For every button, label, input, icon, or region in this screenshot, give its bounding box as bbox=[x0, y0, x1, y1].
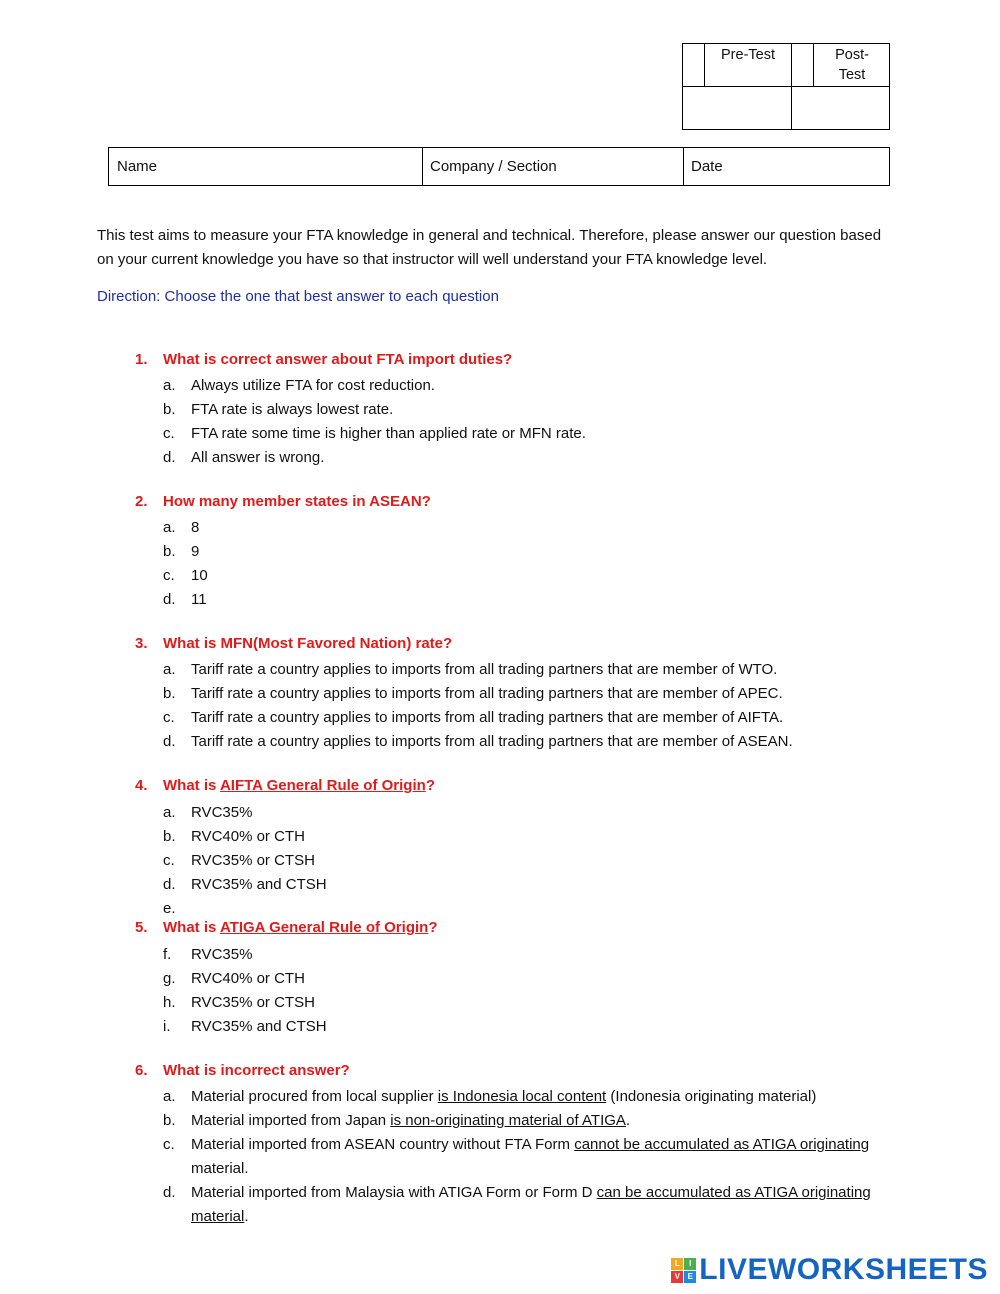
option-letter: a. bbox=[163, 519, 176, 536]
option-text: RVC35% or CTSH bbox=[191, 994, 315, 1011]
option-text-part: Material imported from ASEAN country without FTA Form bbox=[191, 1136, 575, 1153]
option-letter: d. bbox=[163, 876, 176, 893]
intro-line: This test aims to measure your FTA knowledge in general and technical. Therefore, please answer our question based bbox=[97, 227, 882, 244]
answer-option[interactable] bbox=[163, 540, 903, 564]
answer-option[interactable] bbox=[163, 801, 903, 825]
answer-option[interactable] bbox=[163, 706, 903, 730]
post-test-label-line2: Test bbox=[838, 67, 866, 83]
intro-line: on your current knowledge you have so that instructor will well understand your FTA knowledge level. bbox=[97, 250, 768, 268]
question-text: How many member states in ASEAN? bbox=[163, 493, 431, 510]
option-text: RVC35% bbox=[191, 946, 253, 963]
option-text: RVC35% and CTSH bbox=[191, 1018, 327, 1035]
answer-option[interactable] bbox=[163, 1109, 903, 1133]
option-letter: c. bbox=[163, 425, 175, 442]
answer-option[interactable] bbox=[163, 1085, 903, 1109]
date-field[interactable]: Date bbox=[691, 158, 723, 175]
option-text: 10 bbox=[191, 567, 208, 584]
question-heading bbox=[135, 351, 512, 368]
option-text-underlined: is Indonesia local content bbox=[437, 1088, 607, 1105]
question-heading bbox=[135, 919, 437, 936]
option-text-part: . bbox=[244, 1208, 249, 1225]
company-field[interactable]: Company / Section bbox=[430, 158, 557, 175]
answer-option[interactable] bbox=[163, 374, 903, 398]
option-letter: c. bbox=[163, 709, 175, 726]
question-number: 1. bbox=[135, 351, 148, 368]
logo-tile: L bbox=[671, 1258, 683, 1270]
direction-text: Direction: Choose the one that best answer to each question bbox=[97, 288, 499, 305]
question-heading bbox=[135, 777, 435, 794]
option-text: RVC40% or CTH bbox=[191, 828, 305, 845]
logo-tiles bbox=[671, 1258, 696, 1283]
answer-option[interactable] bbox=[163, 825, 903, 849]
option-letter: b. bbox=[163, 1112, 176, 1129]
liveworksheets-logo bbox=[671, 1253, 988, 1287]
option-text-part: (Indonesia originating material) bbox=[606, 1088, 817, 1105]
option-text: FTA rate some time is higher than applied rate or MFN rate. bbox=[191, 425, 586, 442]
option-text-part: Material procured from local supplier bbox=[191, 1088, 438, 1105]
option-text-part: Material imported from Japan bbox=[191, 1112, 391, 1129]
info-table bbox=[108, 147, 890, 186]
option-text bbox=[191, 1109, 903, 1133]
option-letter: b. bbox=[163, 543, 176, 560]
question-number: 5. bbox=[135, 919, 148, 936]
answer-option[interactable] bbox=[163, 588, 903, 612]
option-letter: b. bbox=[163, 685, 176, 702]
answer-option[interactable] bbox=[163, 849, 903, 873]
question-text: What is MFN(Most Favored Nation) rate? bbox=[163, 635, 453, 652]
answer-option[interactable] bbox=[163, 658, 903, 682]
option-text-underlined: is non-originating material of ATIGA bbox=[390, 1112, 626, 1129]
answer-option[interactable] bbox=[163, 446, 903, 470]
option-text: 9 bbox=[191, 543, 200, 560]
question-text: What is incorrect answer? bbox=[163, 1062, 350, 1079]
option-letter: d. bbox=[163, 449, 176, 466]
answer-option[interactable] bbox=[163, 873, 903, 897]
option-text: All answer is wrong. bbox=[191, 449, 325, 466]
option-text: Tariff rate a country applies to imports from all trading partners that are member of ASEAN. bbox=[191, 733, 793, 750]
logo-tile: I bbox=[684, 1258, 696, 1270]
logo-wordmark: LIVEWORKSHEETS bbox=[699, 1253, 988, 1286]
answer-option[interactable] bbox=[163, 1181, 903, 1229]
pre-test-score-field[interactable] bbox=[683, 87, 792, 129]
option-text bbox=[191, 1181, 903, 1229]
question-heading bbox=[135, 635, 452, 652]
option-letter: c. bbox=[163, 852, 175, 869]
answer-option[interactable] bbox=[163, 967, 903, 991]
post-test-checkbox[interactable] bbox=[792, 44, 814, 87]
answer-option[interactable] bbox=[163, 943, 903, 967]
option-text: RVC35% and CTSH bbox=[191, 876, 327, 893]
option-letter: i. bbox=[163, 1018, 171, 1035]
question-heading bbox=[135, 493, 431, 510]
question-number: 2. bbox=[135, 493, 148, 510]
logo-tile: E bbox=[684, 1271, 696, 1283]
question-text-underlined: AIFTA General Rule of Origin bbox=[219, 777, 426, 794]
option-text: 11 bbox=[191, 591, 207, 608]
answer-option[interactable] bbox=[163, 398, 903, 422]
intro-paragraph bbox=[97, 224, 917, 271]
option-letter: c. bbox=[163, 567, 175, 584]
option-letter: g. bbox=[163, 970, 176, 987]
question-text: What is correct answer about FTA import duties? bbox=[163, 351, 513, 368]
option-text: Tariff rate a country applies to imports from all trading partners that are member of APEC. bbox=[191, 685, 783, 702]
option-text: Tariff rate a country applies to imports from all trading partners that are member of AIFTA. bbox=[191, 709, 784, 726]
question-number: 4. bbox=[135, 777, 148, 794]
option-letter: d. bbox=[163, 591, 176, 608]
option-letter: b. bbox=[163, 401, 176, 418]
option-letter: d. bbox=[163, 733, 176, 750]
answer-option[interactable] bbox=[163, 1015, 903, 1039]
question-number: 3. bbox=[135, 635, 148, 652]
question-text-underlined: ATIGA General Rule of Origin bbox=[219, 919, 429, 936]
pre-test-checkbox[interactable] bbox=[683, 44, 705, 87]
name-field[interactable]: Name bbox=[117, 158, 158, 175]
option-text-underlined: cannot be accumulated as ATIGA originating bbox=[574, 1136, 870, 1153]
question-text: What is bbox=[163, 919, 220, 936]
question-text: ? bbox=[425, 777, 435, 794]
option-text: RVC35% or CTSH bbox=[191, 852, 315, 869]
answer-option[interactable] bbox=[163, 422, 903, 446]
answer-option[interactable] bbox=[163, 564, 903, 588]
option-letter: a. bbox=[163, 804, 176, 821]
option-letter: c. bbox=[163, 1136, 175, 1153]
answer-option[interactable] bbox=[163, 730, 903, 754]
option-text bbox=[191, 1133, 903, 1181]
option-letter: a. bbox=[163, 377, 176, 394]
post-test-score-field[interactable] bbox=[792, 87, 890, 129]
answer-option[interactable] bbox=[163, 1133, 903, 1181]
option-text-underlined: material bbox=[191, 1208, 245, 1225]
answer-option[interactable] bbox=[163, 682, 903, 706]
option-text-part: material. bbox=[191, 1160, 249, 1177]
post-test-label-line1: Post- bbox=[835, 47, 869, 63]
option-text: Tariff rate a country applies to imports from all trading partners that are member of WTO. bbox=[191, 661, 778, 678]
option-text-part: . bbox=[625, 1112, 631, 1129]
option-text bbox=[191, 1085, 903, 1109]
option-text-part: Material imported from Malaysia with ATIGA Form or Form D bbox=[191, 1184, 597, 1201]
question-heading bbox=[135, 1062, 350, 1079]
option-text-underlined: can be accumulated as ATIGA originating bbox=[596, 1184, 871, 1201]
question-text: ? bbox=[428, 919, 438, 936]
pre-test-label: Pre-Test bbox=[705, 44, 792, 87]
option-letter: a. bbox=[163, 1088, 176, 1105]
question-number: 6. bbox=[135, 1062, 148, 1079]
post-test-label bbox=[814, 44, 890, 87]
option-letter: d. bbox=[163, 1184, 176, 1201]
option-letter: h. bbox=[163, 994, 176, 1011]
option-text: Always utilize FTA for cost reduction. bbox=[191, 377, 435, 394]
pre-post-test-box bbox=[682, 43, 890, 130]
option-text: 8 bbox=[191, 519, 200, 536]
option-text: RVC40% or CTH bbox=[191, 970, 305, 987]
option-text: RVC35% bbox=[191, 804, 253, 821]
option-letter: e. bbox=[163, 900, 176, 917]
answer-option[interactable] bbox=[163, 516, 903, 540]
option-text: FTA rate is always lowest rate. bbox=[191, 401, 394, 418]
option-letter: a. bbox=[163, 661, 176, 678]
answer-option[interactable] bbox=[163, 991, 903, 1015]
logo-tile: V bbox=[671, 1271, 683, 1283]
question-text: What is bbox=[163, 777, 220, 794]
option-letter: b. bbox=[163, 828, 176, 845]
option-letter: f. bbox=[163, 946, 172, 963]
